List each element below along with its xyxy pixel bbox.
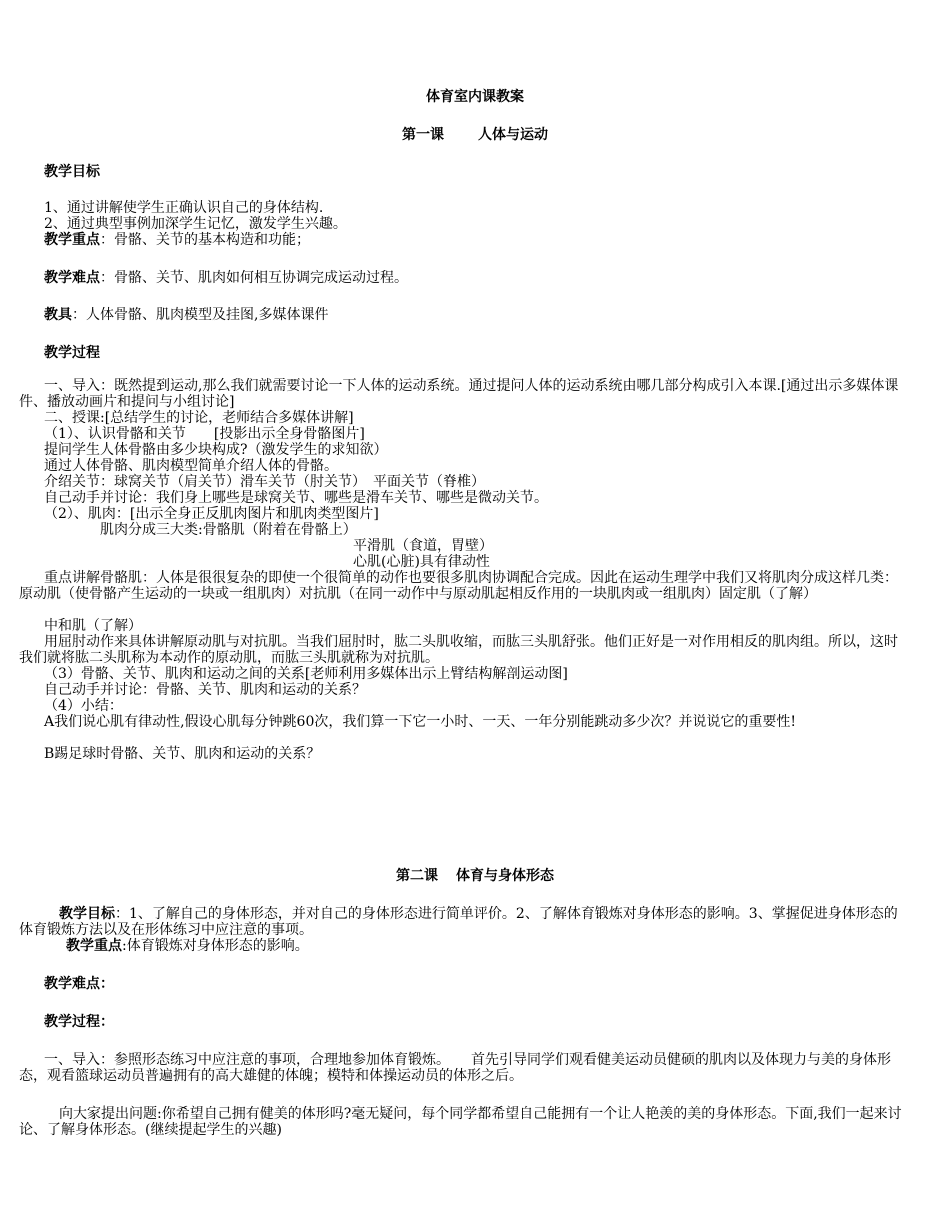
lesson1-part4: （4）小结：	[44, 698, 123, 714]
lesson1-title: 人体与运动	[478, 127, 548, 143]
lesson1-part3: （3）骨骼、关节、肌肉和运动之间的关系[老师利用多媒体出示上臂结构解剖运动图]	[44, 666, 568, 682]
lesson1-process-label: 教学过程	[44, 345, 100, 361]
lesson1-part1-d: 自己动手并讨论：我们身上哪些是球窝关节、哪些是滑车关节、哪些是微动关节。	[44, 490, 548, 506]
lesson1-part1-c: 介绍关节：球窝关节（肩关节）滑车关节（肘关节） 平面关节（脊椎）	[44, 474, 485, 490]
lesson2-title: 体育与身体形态	[456, 868, 554, 884]
lesson1-tools	[44, 307, 328, 323]
lesson2-number: 第二课	[396, 868, 438, 884]
lesson2-heading	[0, 868, 950, 884]
lesson1-goal-label: 教学目标	[44, 164, 100, 180]
lesson1-part2-e: 中和肌（了解）	[44, 618, 142, 634]
lesson2-key-text: :体育锻炼对身体形态的影响。	[122, 938, 309, 954]
lesson2-process	[44, 1014, 114, 1030]
lesson2-process-label: 教学过程	[44, 1014, 100, 1030]
lesson1-diff-label: 教学难点	[44, 270, 100, 286]
lesson1-diff-text: ：骨骼、关节、肌肉如何相互协调完成运动过程。	[100, 270, 408, 286]
lesson1-goal-2: 2、通过典型事例加深学生记忆，激发学生兴趣。	[44, 216, 347, 232]
lesson1-difficulty	[44, 270, 408, 286]
lesson1-part2-f: 用屈肘动作来具体讲解原动肌与对抗肌。当我们屈肘时，肱二头肌收缩，而肱三头肌舒张。他们正好是一对作用相反的肌肉组。所以，这时我们就将肱二头肌称为本动作的原动肌，而肱三头肌就称为对抗肌。	[19, 634, 898, 666]
lesson1-tools-text: ：人体骨骼、肌肉模型及挂图,多媒体课件	[72, 307, 329, 323]
lesson1-part1-a: 提问学生人体骨骼由多少块构成?（激发学生的求知欲）	[44, 442, 388, 458]
lesson2-goal	[19, 906, 905, 938]
lesson2-question: 向大家提出问题:你希望自己拥有健美的体形吗?毫无疑问，每个同学都希望自己能拥有一个让人艳羡的美的身体形态。下面,我们一起来讨论、了解身体形态。(继续提起学生的兴趣)	[19, 1106, 902, 1138]
lesson1-part2-c: 心肌(心脏)具有律动性	[353, 554, 490, 570]
lesson1-intro: 一、导入：既然提到运动,那么我们就需要讨论一下人体的运动系统。通过提问人体的运动系统由哪几部分构成引入本课.[通过出示多媒体课件、播放动画片和提问与小组讨论]	[19, 378, 899, 410]
lesson1-number: 第一课	[402, 127, 444, 143]
lesson2-diff-label: 教学难点	[44, 976, 100, 992]
lesson1-part4-b: B踢足球时骨骼、关节、肌肉和运动的关系？	[44, 746, 321, 762]
lesson1-key-point	[44, 232, 310, 248]
lesson1-part3-a: 自己动手并讨论：骨骼、关节、肌肉和运动的关系？	[44, 682, 366, 698]
lesson2-goal-label: 教学目标	[59, 906, 115, 922]
lesson1-part4-a: A我们说心肌有律动性,假设心肌每分钟跳60次，我们算一下它一小时、一天、一年分别能跳动多少次？并说说它的重要性!	[44, 714, 796, 730]
lesson1-part1: （1）、认识骨骼和关节 [投影出示全身骨骼图片]	[44, 426, 365, 442]
lesson1-teach: 二、授课:[总结学生的讨论，老师结合多媒体讲解]	[44, 410, 354, 426]
lesson2-difficulty	[44, 976, 114, 992]
lesson1-key-label: 教学重点	[44, 232, 100, 248]
document-title: 体育室内课教案	[426, 89, 524, 105]
lesson2-diff-text: ：	[100, 976, 114, 992]
lesson1-part1-b: 通过人体骨骼、肌肉模型简单介绍人体的骨骼。	[44, 458, 338, 474]
lesson2-process-colon: ：	[100, 1014, 114, 1030]
lesson1-heading	[0, 127, 950, 143]
lesson2-goal-text: ：1、了解自己的身体形态，并对自己的身体形态进行简单评价。2、了解体育锻炼对身体形态的影响。3、掌握促进身体形态的体育锻炼方法以及在形体练习中应注意的事项。	[19, 906, 898, 938]
lesson1-part2-a: 肌肉分成三大类:骨骼肌（附着在骨骼上）	[100, 522, 357, 538]
lesson1-part2: （2）、肌肉：[出示全身正反肌肉图片和肌肉类型图片]	[44, 506, 379, 522]
lesson1-goal-1: 1、通过讲解使学生正确认识自己的身体结构.	[44, 200, 324, 216]
lesson1-part2-b: 平滑肌（食道，胃壁）	[353, 538, 493, 554]
lesson1-part2-d: 重点讲解骨骼肌：人体是很很复杂的即使一个很简单的动作也要很多肌肉协调配合完成。因此在运动生理学中我们又将肌肉分成这样几类：原动肌（使骨骼产生运动的一块或一组肌肉）对抗肌（在同一动作中与原动肌起相反作用的一块肌肉或一组肌肉）固定肌（了解）	[19, 570, 898, 602]
lesson2-intro: 一、导入：参照形态练习中应注意的事项，合理地参加体育锻炼。 首先引导同学们观看健美运动员健硕的肌肉以及体现力与美的身体形态，观看篮球运动员普遍拥有的高大雄健的体魄；模特和体操运动员的体形之后。	[19, 1052, 891, 1084]
lesson2-key-point	[66, 938, 309, 954]
lesson1-tools-label: 教具	[44, 307, 72, 323]
lesson2-key-label: 教学重点	[66, 938, 122, 954]
lesson1-key-text: ：骨骼、关节的基本构造和功能；	[100, 232, 310, 248]
